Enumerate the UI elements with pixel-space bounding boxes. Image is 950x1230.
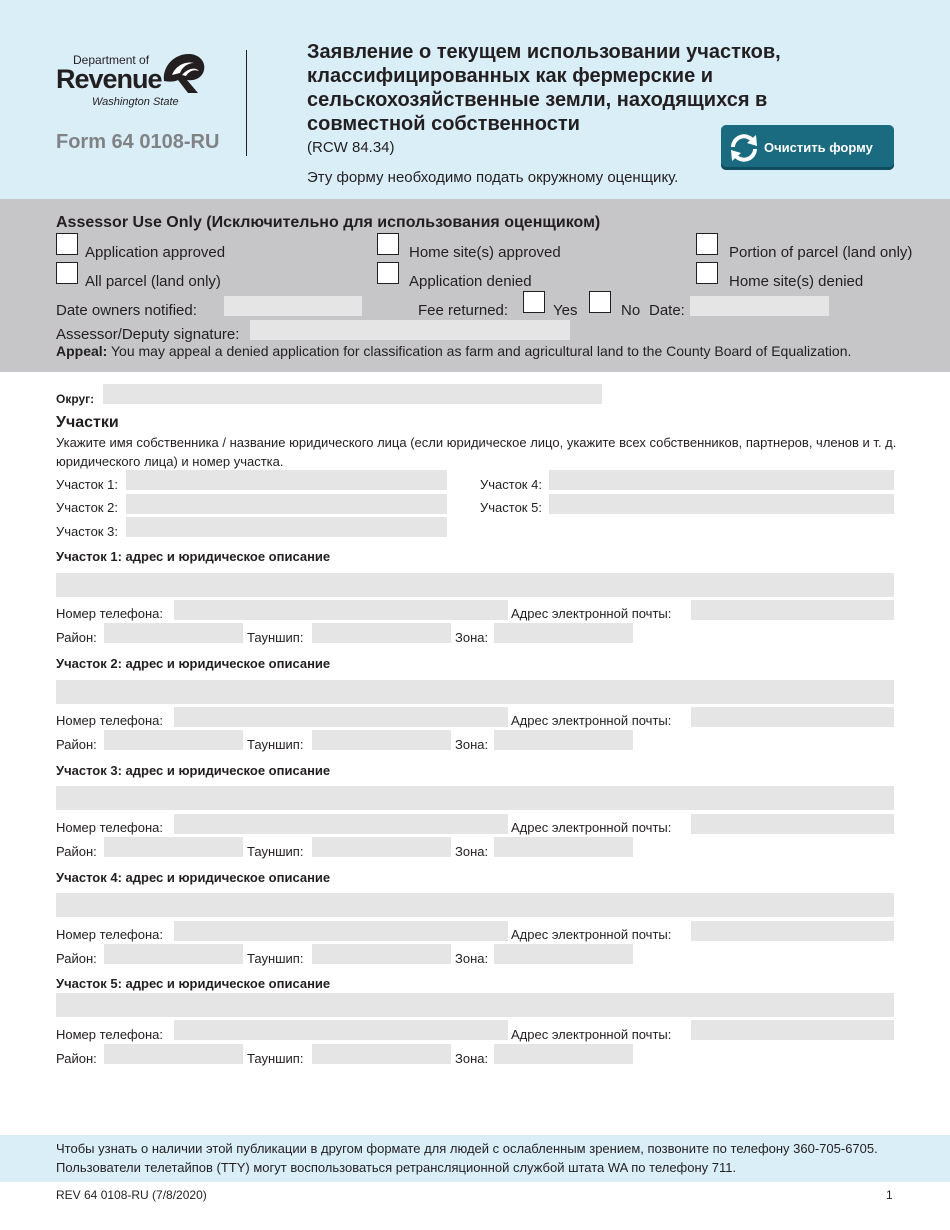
fee-returned-yes-checkbox[interactable]	[523, 291, 545, 313]
assessor-heading: Assessor Use Only (Исключительно для использования оценщиком)	[56, 214, 601, 231]
page-title: Заявление о текущем использовании участков, классифицированных как фермерские и сельскохозяйственные земли, находящихся в совместной собственности	[307, 41, 781, 135]
parcel-2-phone-input[interactable]	[174, 707, 508, 727]
fee-returned-no-checkbox[interactable]	[589, 291, 611, 313]
parcels-instruction: Укажите имя собственника / название юридического лица (если юридическое лицо, укажите всех собственников, партнеров, членов и т. д. юридического лица) и номер участка.	[56, 435, 897, 469]
parcel-4-section-label: Район:	[56, 951, 97, 966]
parcel-2-township-label: Тауншип:	[247, 737, 304, 752]
parcel-3-township-label: Тауншип:	[247, 844, 304, 859]
appeal-text: You may appeal a denied application for classification as farm and agricultural land to the County Board of Equalization.	[110, 343, 852, 359]
parcel-2-input[interactable]	[126, 494, 447, 514]
parcel-2-township-input[interactable]	[312, 730, 451, 750]
parcel-4-phone-input[interactable]	[174, 921, 508, 941]
clear-form-label: Очистить форму	[764, 140, 873, 155]
parcel-5-section-input[interactable]	[104, 1044, 243, 1064]
fee-returned-yes-label: Yes	[553, 302, 578, 319]
parcel-2-email-input[interactable]	[691, 707, 894, 727]
parcel-3-range-label: Зона:	[455, 844, 489, 859]
parcel-3-address-input[interactable]	[56, 786, 894, 810]
fee-date-label: Date:	[649, 302, 685, 319]
appeal-label: Appeal:	[56, 343, 108, 359]
parcel-4-township-input[interactable]	[312, 944, 451, 964]
parcel-4-phone-label: Номер телефона:	[56, 927, 163, 942]
date-owners-notified-label: Date owners notified:	[56, 302, 197, 319]
parcel-5-email-label: Адрес электронной почты:	[511, 1027, 672, 1042]
logo-department-text: Department of	[73, 53, 150, 67]
page-number: 1	[886, 1188, 893, 1202]
parcel-4-email-input[interactable]	[691, 921, 894, 941]
parcel-5-township-input[interactable]	[312, 1044, 451, 1064]
parcel-1-label: Участок 1:	[56, 477, 118, 492]
parcel-5-phone-label: Номер телефона:	[56, 1027, 163, 1042]
parcel-1-section-input[interactable]	[104, 623, 243, 643]
logo-revenue-text: Revenue	[56, 64, 162, 94]
logo-state-text: Washington State	[92, 96, 179, 108]
parcel-4-township-label: Тауншип:	[247, 951, 304, 966]
parcel-1-phone-input[interactable]	[174, 600, 508, 620]
form-number: Form 64 0108-RU	[56, 131, 220, 153]
rcw-reference: (RCW 84.34)	[307, 139, 395, 156]
parcel-2-email-label: Адрес электронной почты:	[511, 713, 672, 728]
parcel-5-label: Участок 5:	[480, 500, 542, 515]
parcel-2-section-label: Район:	[56, 737, 97, 752]
parcel-5-input[interactable]	[549, 494, 894, 514]
accessibility-note: Чтобы узнать о наличии этой публикации в другом формате для людей с ослабленным зрением, позвоните по телефону 360-705-6705. Пользователи телетайпов (TTY) могут воспользоваться ретрансляционной службой штата WA по телефону 711.	[56, 1141, 878, 1175]
parcel-1-section-heading: Участок 1: адрес и юридическое описание	[56, 549, 331, 564]
revenue-logo-icon	[160, 51, 208, 97]
parcel-5-address-input[interactable]	[56, 993, 894, 1017]
refresh-icon	[727, 131, 761, 165]
parcel-2-range-input[interactable]	[494, 730, 633, 750]
parcel-4-label: Участок 4:	[480, 477, 542, 492]
assessor-signature-label: Assessor/Deputy signature:	[56, 326, 240, 343]
parcel-4-input[interactable]	[549, 470, 894, 490]
parcel-4-section-input[interactable]	[104, 944, 243, 964]
parcels-heading: Участки	[56, 414, 119, 431]
parcel-3-phone-input[interactable]	[174, 814, 508, 834]
revision-number: REV 64 0108-RU (7/8/2020)	[56, 1188, 207, 1202]
parcel-3-phone-label: Номер телефона:	[56, 820, 163, 835]
parcel-3-section-input[interactable]	[104, 837, 243, 857]
parcel-1-email-input[interactable]	[691, 600, 894, 620]
parcel-1-email-label: Адрес электронной почты:	[511, 606, 672, 621]
portion-of-parcel-label: Portion of parcel (land only)	[729, 244, 913, 261]
parcel-3-township-input[interactable]	[312, 837, 451, 857]
parcel-1-input[interactable]	[126, 470, 447, 490]
parcel-3-range-input[interactable]	[494, 837, 633, 857]
parcel-4-email-label: Адрес электронной почты:	[511, 927, 672, 942]
parcel-2-range-label: Зона:	[455, 737, 489, 752]
county-label: Округ:	[56, 392, 95, 406]
assessor-signature-input[interactable]	[250, 320, 570, 340]
parcel-4-section-heading: Участок 4: адрес и юридическое описание	[56, 870, 331, 885]
application-approved-label: Application approved	[85, 244, 226, 261]
date-owners-notified-input[interactable]	[224, 296, 362, 316]
home-sites-denied-checkbox[interactable]	[696, 262, 718, 284]
parcel-3-email-input[interactable]	[691, 814, 894, 834]
filing-instruction: Эту форму необходимо подать окружному оценщику.	[307, 169, 679, 186]
parcel-4-range-label: Зона:	[455, 951, 489, 966]
parcel-2-section-heading: Участок 2: адрес и юридическое описание	[56, 656, 331, 671]
parcel-3-label: Участок 3:	[56, 524, 118, 539]
parcel-5-section-heading: Участок 5: адрес и юридическое описание	[56, 976, 331, 991]
parcel-1-section-label: Район:	[56, 630, 97, 645]
parcel-4-address-input[interactable]	[56, 893, 894, 917]
parcel-2-phone-label: Номер телефона:	[56, 713, 163, 728]
parcel-1-range-input[interactable]	[494, 623, 633, 643]
application-denied-label: Application denied	[409, 273, 532, 290]
application-approved-checkbox[interactable]	[56, 233, 78, 255]
parcel-1-address-input[interactable]	[56, 573, 894, 597]
parcel-5-range-input[interactable]	[494, 1044, 633, 1064]
application-denied-checkbox[interactable]	[377, 262, 399, 284]
parcel-5-section-label: Район:	[56, 1051, 97, 1066]
fee-returned-label: Fee returned:	[418, 302, 509, 319]
parcel-1-township-label: Тауншип:	[247, 630, 304, 645]
fee-date-input[interactable]	[690, 296, 829, 316]
parcel-2-label: Участок 2:	[56, 500, 118, 515]
appeal-note	[56, 343, 851, 359]
home-sites-approved-label: Home site(s) approved	[409, 244, 561, 261]
parcel-4-range-input[interactable]	[494, 944, 633, 964]
parcel-3-input[interactable]	[126, 517, 447, 537]
parcel-3-section-label: Район:	[56, 844, 97, 859]
parcel-2-address-input[interactable]	[56, 680, 894, 704]
home-sites-denied-label: Home site(s) denied	[729, 273, 864, 290]
fee-returned-no-label: No	[621, 302, 641, 319]
header-divider	[246, 50, 247, 156]
all-parcel-checkbox[interactable]	[56, 262, 78, 284]
home-sites-approved-checkbox[interactable]	[377, 233, 399, 255]
parcel-5-township-label: Тауншип:	[247, 1051, 304, 1066]
county-input[interactable]	[103, 384, 602, 404]
parcel-5-email-input[interactable]	[691, 1020, 894, 1040]
parcel-5-phone-input[interactable]	[174, 1020, 508, 1040]
parcel-1-range-label: Зона:	[455, 630, 489, 645]
parcel-5-range-label: Зона:	[455, 1051, 489, 1066]
parcel-1-township-input[interactable]	[312, 623, 451, 643]
clear-form-button[interactable]	[721, 125, 894, 170]
all-parcel-label: All parcel (land only)	[85, 273, 221, 290]
parcel-3-section-heading: Участок 3: адрес и юридическое описание	[56, 763, 331, 778]
parcel-1-phone-label: Номер телефона:	[56, 606, 163, 621]
portion-of-parcel-checkbox[interactable]	[696, 233, 718, 255]
parcel-3-email-label: Адрес электронной почты:	[511, 820, 672, 835]
parcel-2-section-input[interactable]	[104, 730, 243, 750]
